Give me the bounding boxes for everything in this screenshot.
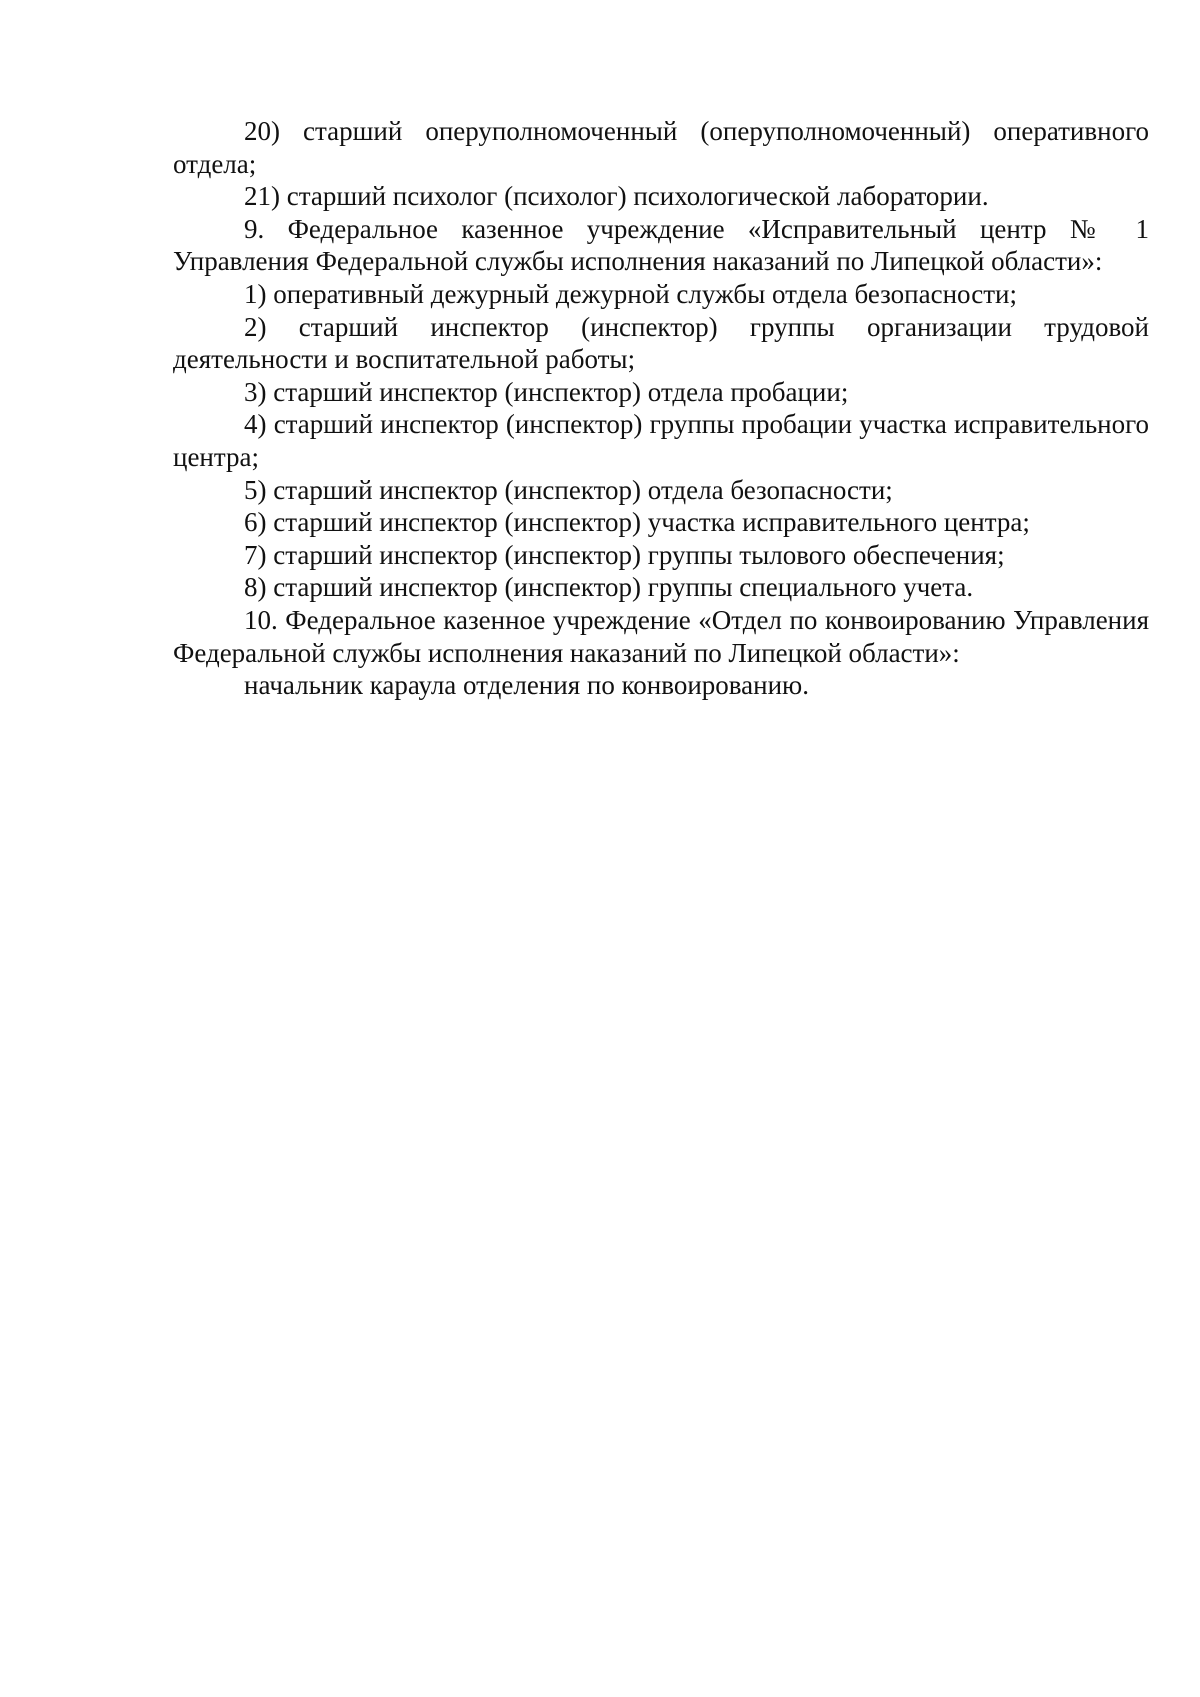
section-9-item-8-paragraph: 8) старший инспектор (инспектор) группы специального учета. (244, 572, 974, 603)
item-20-psychological-lab-paragraph: 20) старший оперуполномоченный (оперуполномоченный) оперативного отдела; (173, 116, 1149, 179)
section-9-item-2-paragraph: 2) старший инспектор (инспектор) группы организации трудовой деятельности и воспитательной работы; (173, 311, 1149, 375)
section-9-item-1-paragraph: 1) оперативный дежурный дежурной службы отдела безопасности; (244, 278, 1017, 309)
section-9-heading-paragraph: 9. Федеральное казенное учреждение «Исправительный центр № 1 Управления Федеральной службы исполнения наказаний по Липецкой области»: (173, 213, 1149, 277)
section-9-item-7-paragraph: 7) старший инспектор (инспектор) группы тылового обеспечения; (244, 539, 1005, 570)
section-10-heading-paragraph: 10. Федеральное казенное учреждение «Отдел по конвоированию Управления Федеральной службы исполнения наказаний по Липецкой области»: (173, 604, 1149, 668)
section-9-item-3-paragraph: 3) старший инспектор (инспектор) отдела пробации; (244, 376, 849, 407)
section-9-item-5-paragraph: 5) старший инспектор (инспектор) отдела безопасности; (244, 474, 893, 505)
document-body (173, 115, 1149, 702)
section-9-item-4-paragraph: 4) старший инспектор (инспектор) группы пробации участка исправительного центра; (173, 409, 1149, 472)
item-21-psychologist-paragraph: 21) старший психолог (психолог) психологической лаборатории. (244, 181, 989, 212)
section-10-item-paragraph: начальник караула отделения по конвоированию. (244, 670, 809, 701)
section-9-item-6-paragraph: 6) старший инспектор (инспектор) участка исправительного центра; (244, 507, 1030, 538)
